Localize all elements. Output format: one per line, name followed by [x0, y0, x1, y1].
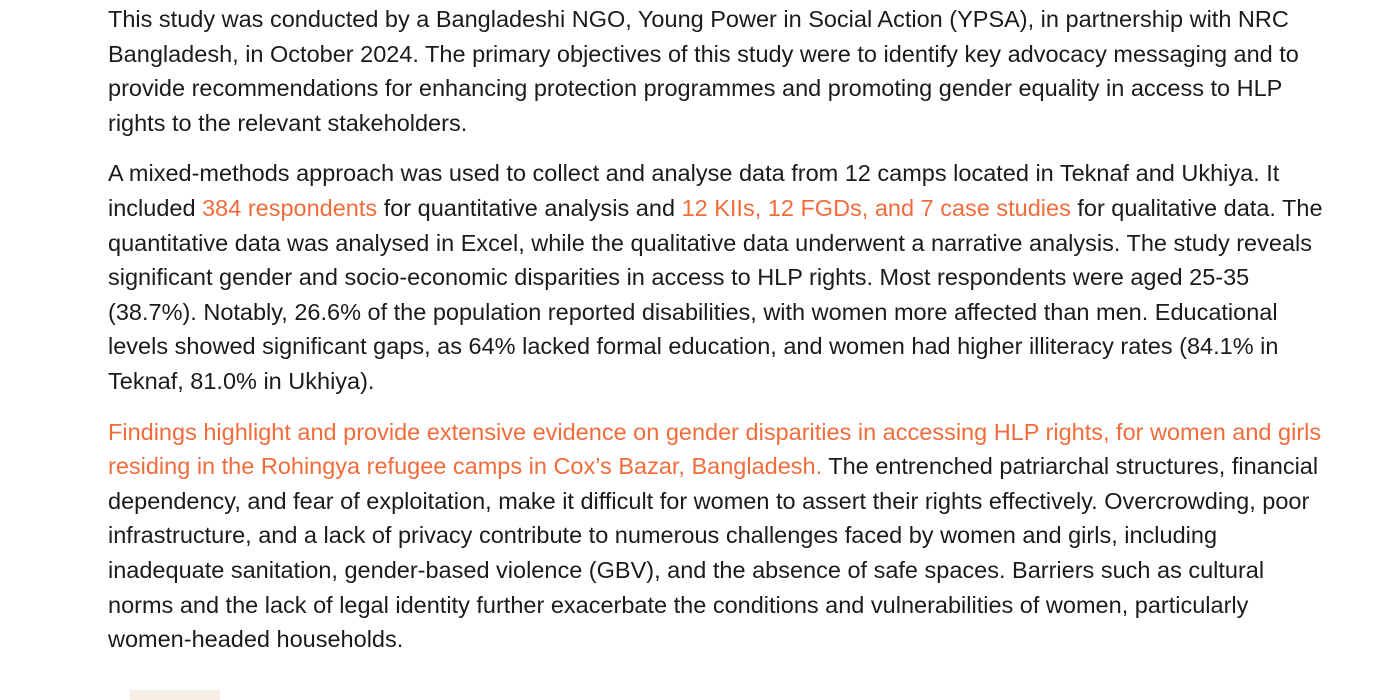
paragraph-text: The entrenched patriarchal structures, financial dependency, and fear of exploitation, make it difficult for women to assert their rights effectively. Overcrowding, poor infrastructure, and a lack of privacy contribute to numerous challenges faced by women and girls, including inadequate sanitation, gender-based violence (GBV), and the absence of safe spaces. Barriers such as cultural norms and the lack of legal identity further exacerbate the conditions and vulnerabilities of women, particularly women-headed households. — [108, 453, 1319, 653]
paragraph-text: A mixed-methods approach was used to collect and analyse data from 12 camps located in Teknaf and Ukhiya. It included — [108, 160, 1280, 221]
paragraph-methodology — [108, 156, 1332, 398]
paragraph-text: This study was conducted by a Bangladeshi NGO, Young Power in Social Action (YPSA), in partnership with NRC Bangladesh, in October 2024. The primary objectives of this study were to identify key advocacy messaging and to provide recommendations for enhancing protection programmes and promoting gender equality in access to HLP rights to the relevant stakeholders. — [108, 6, 1299, 136]
paragraph-text: for quantitative analysis and — [377, 194, 682, 221]
highlight-findings: Findings highlight and provide extensive evidence on gender disparities in accessing HLP rights, for women and girls residing in the Rohingya refugee camps in Cox’s Bazar, Bangladesh. — [108, 418, 1322, 480]
paragraph-findings — [108, 415, 1332, 657]
document-body — [108, 2, 1332, 673]
paragraph-study-overview — [108, 2, 1332, 140]
highlight-respondents: 384 respondents — [202, 194, 378, 221]
cropped-bottom-element — [130, 690, 220, 700]
paragraph-text: for qualitative data. The quantitative data was analysed in Excel, while the qualitative data underwent a narrative analysis. The study reveals significant gender and socio-economic disparities in access to HLP rights. Most respondents were aged 25-35 (38.7%). Notably, 26.6% of the population reported disabilities, with women more affected than men. Educational levels showed significant gaps, as 64% lacked formal education, and women had higher illiteracy rates (84.1% in Teknaf, 81.0% in Ukhiya). — [108, 194, 1323, 394]
highlight-qualitative-methods: 12 KIIs, 12 FGDs, and 7 case studies — [681, 194, 1071, 221]
